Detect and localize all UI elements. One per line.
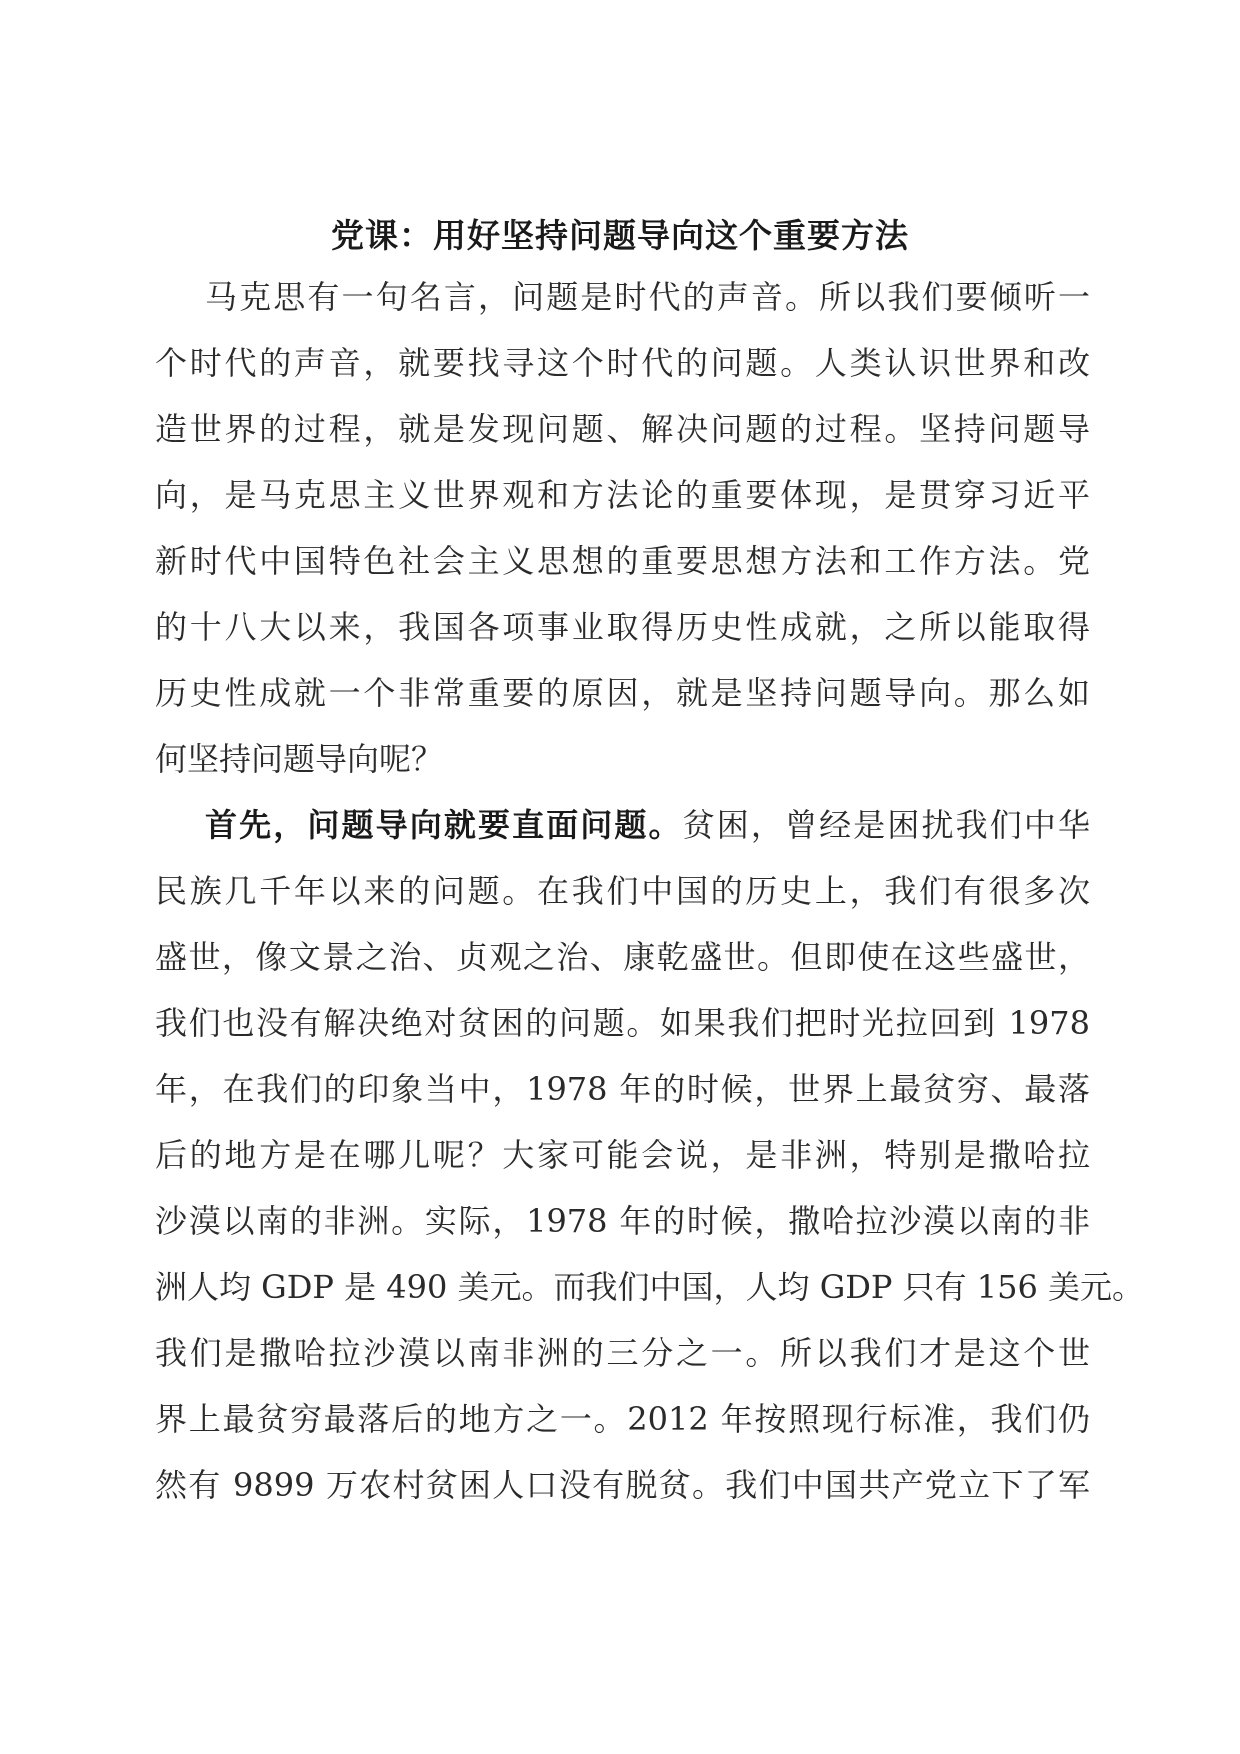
paragraph-1-line-8: 何坚持问题导向呢？ (155, 740, 444, 778)
paragraph-1-line-1: 马克思有一句名言，问题是时代的声音。所以我们要倾听一 (205, 278, 1090, 316)
paragraph-1-line-4: 向，是马克思主义世界观和方法论的重要体现，是贯穿习近平 (155, 476, 1090, 514)
paragraph-1-line-2: 个时代的声音，就要找寻这个时代的问题。人类认识世界和改 (155, 344, 1090, 382)
paragraph-2-line-10: 界上最贫穷最落后的地方之一。2012 年按照现行标准，我们仍 (155, 1400, 1090, 1438)
paragraph-2-line-11: 然有 9899 万农村贫困人口没有脱贫。我们中国共产党立下了军 (155, 1466, 1090, 1504)
document-title: 党课：用好坚持问题导向这个重要方法 (331, 216, 909, 255)
paragraph-2-line-6: 后的地方是在哪儿呢？大家可能会说，是非洲，特别是撒哈拉 (155, 1136, 1090, 1174)
paragraph-2-line-9: 我们是撒哈拉沙漠以南非洲的三分之一。所以我们才是这个世 (155, 1334, 1090, 1372)
paragraph-2-lead-sentence: 首先，问题导向就要直面问题。 (205, 806, 683, 844)
paragraph-1-line-3: 造世界的过程，就是发现问题、解决问题的过程。坚持问题导 (155, 410, 1090, 448)
paragraph-1-line-7: 历史性成就一个非常重要的原因，就是坚持问题导向。那么如 (155, 674, 1090, 712)
paragraph-2-line-3: 盛世，像文景之治、贞观之治、康乾盛世。但即使在这些盛世， (155, 938, 1090, 976)
paragraph-2-line-1-text: 贫困，曾经是困扰我们中华 (682, 806, 1090, 844)
paragraph-2-line-2: 民族几千年以来的问题。在我们中国的历史上，我们有很多次 (155, 872, 1090, 910)
paragraph-1-line-5: 新时代中国特色社会主义思想的重要思想方法和工作方法。党 (155, 542, 1090, 580)
paragraph-1-line-6: 的十八大以来，我国各项事业取得历史性成就，之所以能取得 (155, 608, 1090, 646)
paragraph-2-line-8: 洲人均 GDP 是 490 美元。而我们中国，人均 GDP 只有 156 美元。 (155, 1268, 1145, 1306)
paragraph-2-line-5: 年，在我们的印象当中，1978 年的时候，世界上最贫穷、最落 (155, 1070, 1090, 1108)
paragraph-2-line-7: 沙漠以南的非洲。实际，1978 年的时候，撒哈拉沙漠以南的非 (155, 1202, 1090, 1240)
paragraph-2-line-1 (205, 792, 1090, 858)
paragraph-2-line-4: 我们也没有解决绝对贫困的问题。如果我们把时光拉回到 1978 (155, 1004, 1090, 1042)
